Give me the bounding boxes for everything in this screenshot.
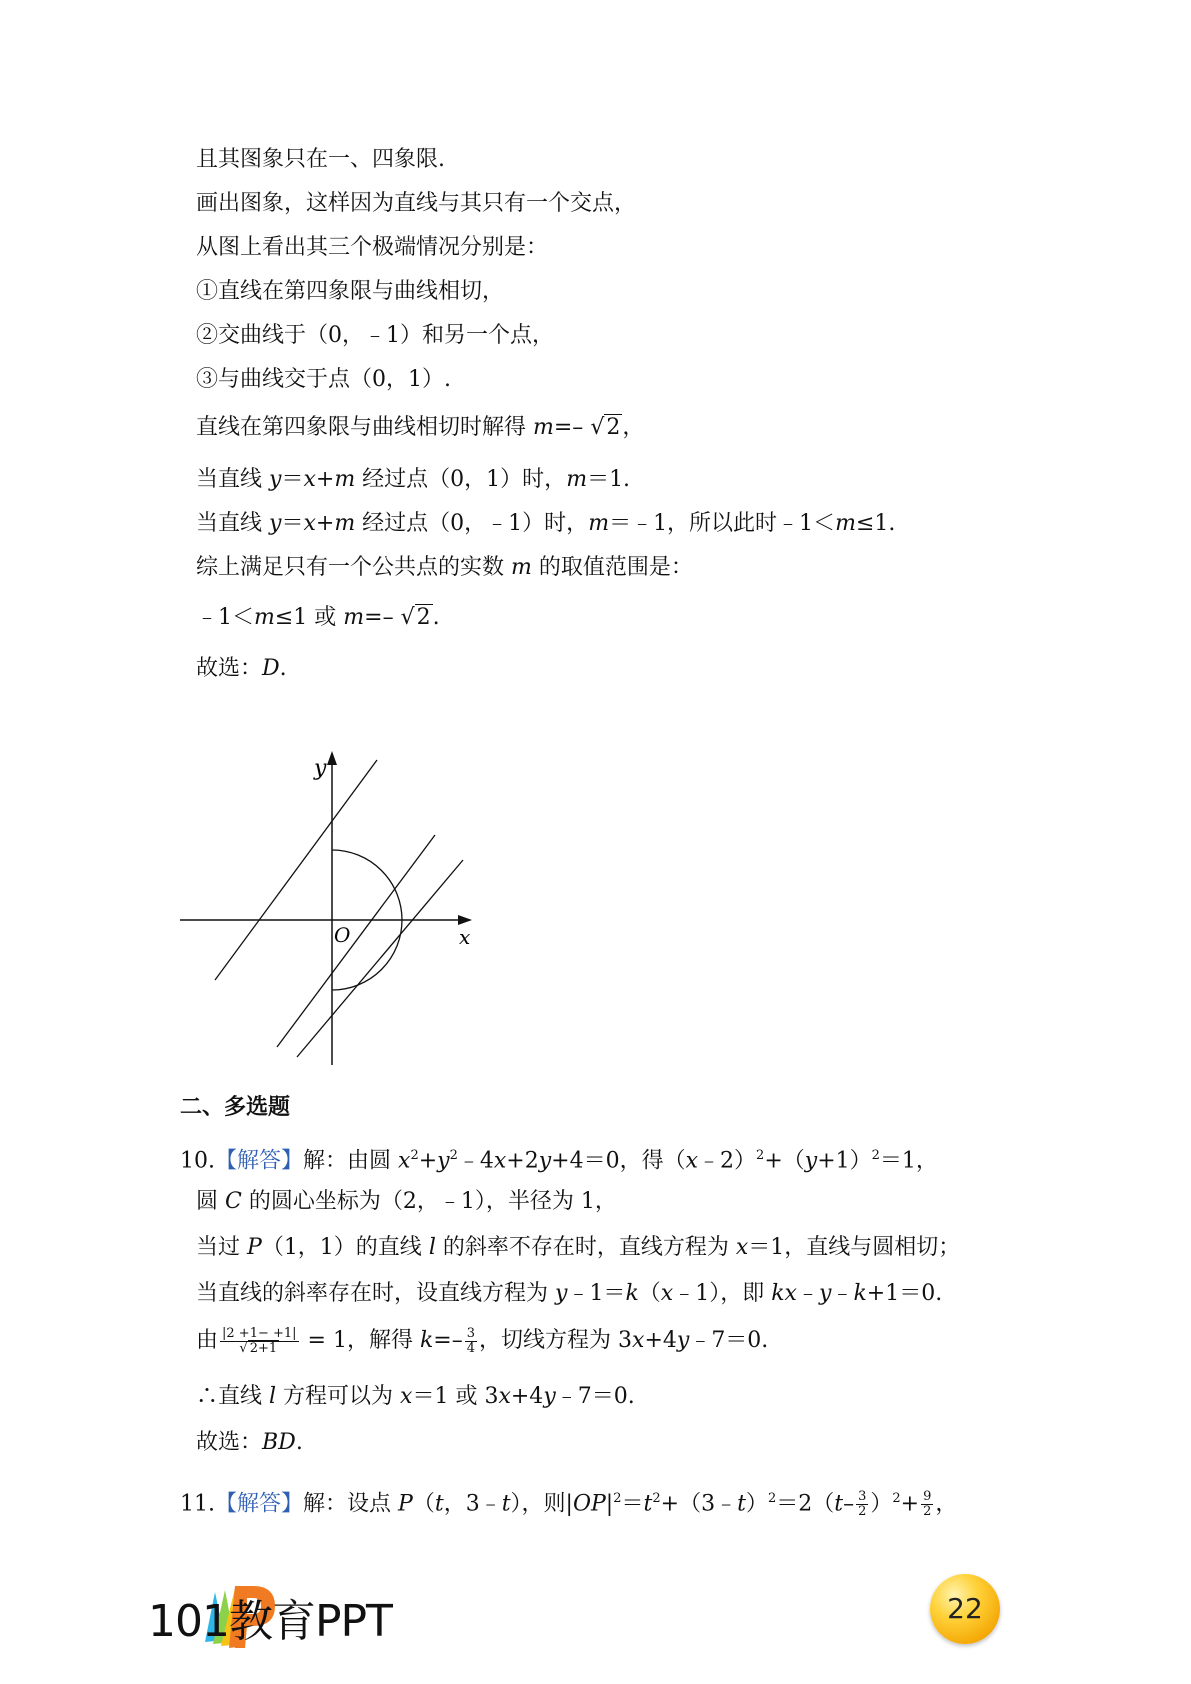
logo-text: 101教育PPT [148, 1596, 392, 1647]
q11-line-1: 11.【解答】解：设点 P（t，3﹣t），则$|OP|^2=t^2+(3﹣t)^2=2(t-$ $\frac{3}{2}$ ）$^2$+ $\frac{9}{2}$ ， [180, 1488, 958, 1519]
q10-line-7: 故选：BD. [196, 1430, 303, 1455]
graph-figure [180, 745, 500, 1065]
case-3: ③与曲线交于点（0，1）. [196, 367, 452, 392]
text-line-2: 画出图象，这样因为直线与其只有一个交点， [196, 191, 637, 216]
q10-line-4: 当直线的斜率存在时，设直线方程为 y﹣1＝k（x﹣1），即 kx﹣y﹣k+1＝0. [196, 1281, 943, 1306]
line-through-0-1 [215, 760, 377, 980]
fraction-9-2: $\frac{9}{2}$ [923, 1488, 932, 1519]
circled-2: ② [196, 323, 219, 348]
q10-line-3: 当过 P（1，1）的直线 l 的斜率不存在时，直线方程为 x＝1，直线与圆相切； [196, 1235, 961, 1260]
answer-tag: 【解答】 [215, 1148, 304, 1174]
page-number: 22 [947, 1592, 983, 1625]
text-line-10: 综上满足只有一个公共点的实数 m 的取值范围是： [196, 555, 693, 580]
line-through-0-neg1 [277, 835, 435, 1047]
distance-fraction: $\frac{|2 +1- +1|}{√ 2+1}$ [222, 1325, 297, 1356]
circled-1: ① [196, 279, 219, 304]
fraction-3-2: $\frac{3}{2}$ [858, 1488, 867, 1519]
case-2: ②交曲线于（0，﹣1）和另一个点， [196, 323, 555, 348]
q10-line-2: 圆 C 的圆心坐标为（2，﹣1），半径为 1， [196, 1189, 617, 1214]
x-axis-arrow [458, 915, 472, 925]
q10-line-1: 10.【解答】解：由圆 $x^2+y^2﹣4x+2y+4=0$，得$(x﹣2)^2+(y+1)^2=1$， [180, 1148, 938, 1174]
section-title: 二、多选题 [180, 1095, 291, 1120]
text-line-7: 直线在第四象限与曲线相切时解得 m=– √2， [196, 415, 645, 440]
tangent-line [297, 860, 463, 1057]
q10-line-6: ∴直线 l 方程可以为 x＝1 或 3x+4y﹣7＝0. [196, 1384, 635, 1409]
circled-3: ③ [196, 367, 219, 392]
text-line-8: 当直线 y＝x+m 经过点（0，1）时，m＝1. [196, 467, 631, 492]
case-1: ①直线在第四象限与曲线相切， [196, 279, 505, 304]
fraction-3-4: $\frac{3}{4}$ [466, 1325, 476, 1356]
text-line-11: ﹣1＜m≤1 或 m=– √2. [196, 605, 440, 630]
q10-line-5: 由 $\frac{|2 +1- +1|}{√ 2+1}$ = 1，解得 k=– $\frac{3}{4}$ ，切线方程为 3x+4y﹣7＝0. [196, 1325, 769, 1356]
text-line-12: 故选：D. [196, 656, 287, 681]
answer-tag: 【解答】 [215, 1491, 304, 1517]
text-line-9: 当直线 y＝x+m 经过点（0，﹣1）时，m＝﹣1，所以此时﹣1＜m≤1. [196, 511, 896, 536]
y-axis-arrow [327, 751, 337, 765]
text-line-1: 且其图象只在一、四象限. [196, 147, 445, 172]
text-line-3: 从图上看出其三个极端情况分别是： [196, 235, 549, 260]
origin-label: O [334, 923, 351, 947]
x-axis-label: x [459, 925, 471, 949]
y-axis-label: y [314, 756, 327, 781]
